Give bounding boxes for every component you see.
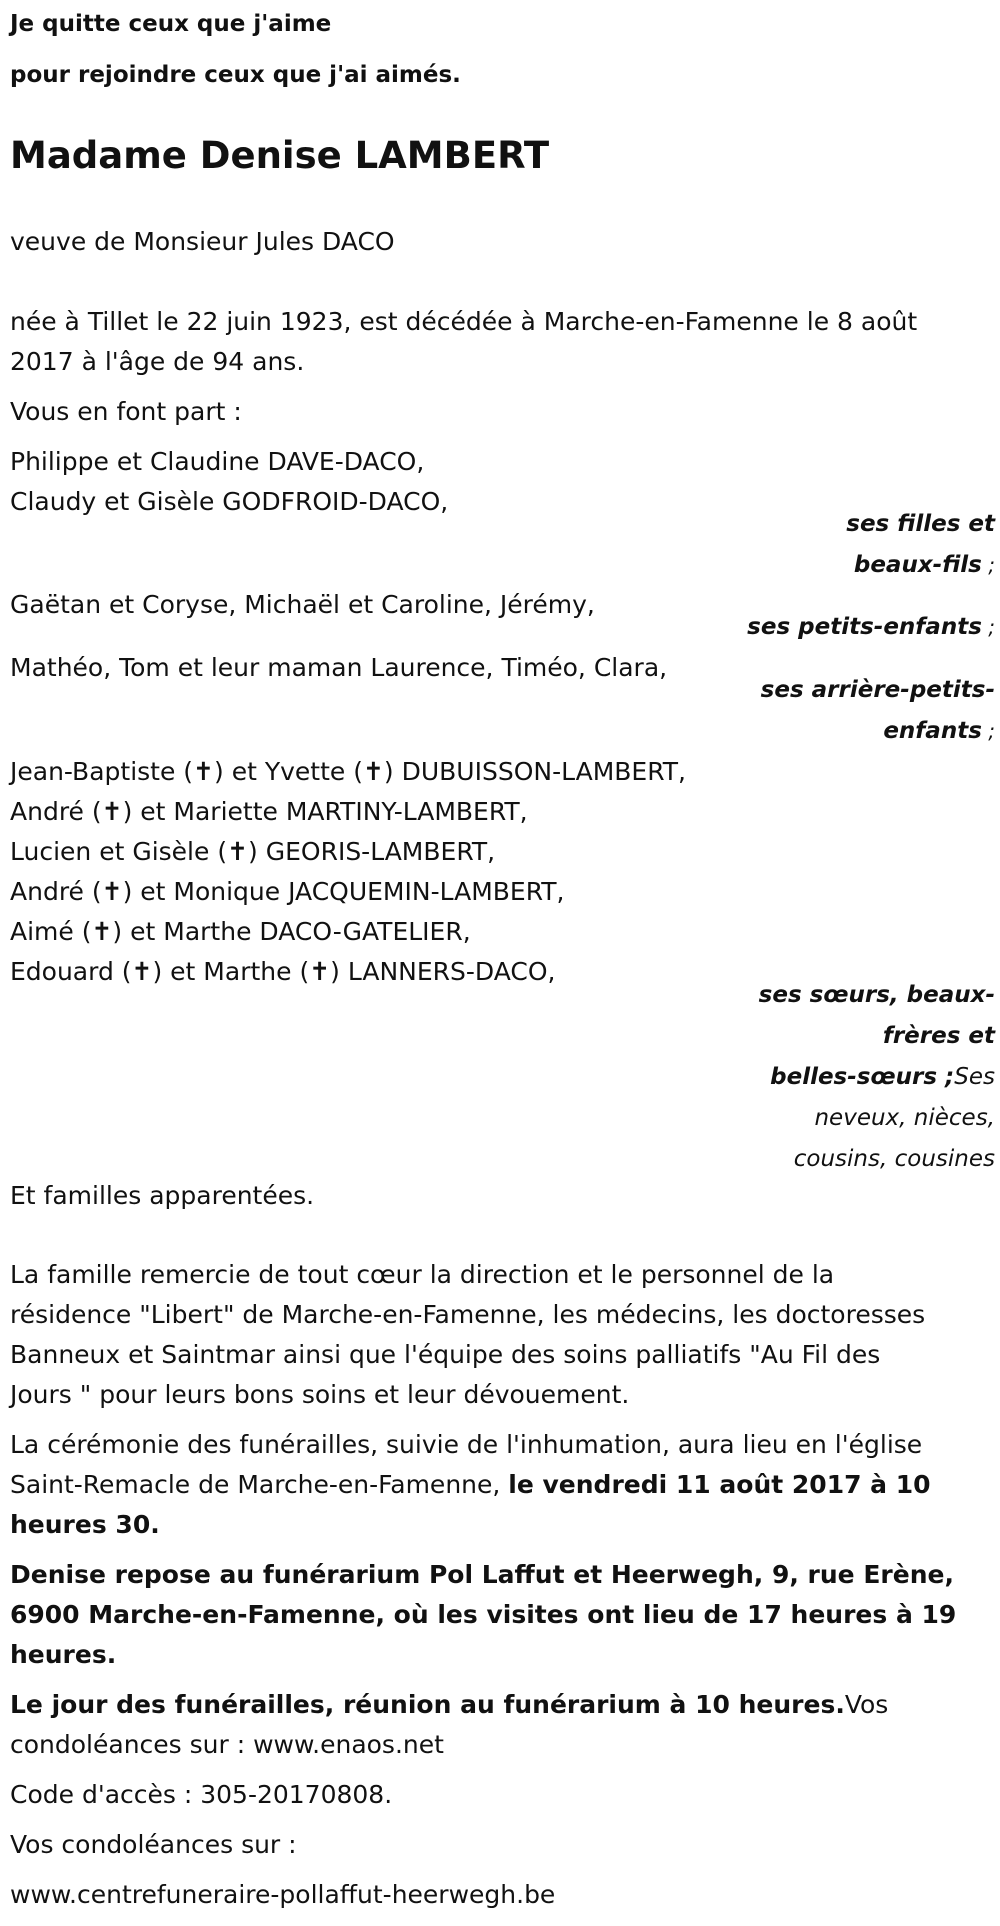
daughters-relation: [0, 504, 995, 586]
siblings-rel-3-tail: Ses: [954, 1064, 995, 1090]
siblings-line: André (✝) et Monique JACQUEMIN-LAMBERT,: [10, 877, 565, 906]
thanks-line: La famille remercie de tout cœur la direction et le personnel de la: [10, 1260, 835, 1289]
siblings-rel-2: frères et: [882, 1023, 995, 1049]
siblings-list: [10, 752, 686, 992]
widow-line: veuve de Monsieur Jules DACO: [10, 227, 395, 256]
grandchildren-punct: ;: [981, 615, 995, 639]
families-line: Et familles apparentées.: [10, 1181, 315, 1210]
daughters-line-2: Claudy et Gisèle GODFROID-DACO,: [10, 487, 449, 516]
siblings-rel-4: neveux, nièces,: [814, 1105, 995, 1131]
siblings-line: Jean-Baptiste (✝) et Yvette (✝) DUBUISSON-LAMBERT,: [10, 757, 687, 786]
announce-line: Vous en font part :: [10, 397, 242, 426]
meeting-paragraph: [10, 1685, 888, 1765]
deceased-name: Madame Denise LAMBERT: [10, 134, 550, 177]
grandchildren-rel: ses petits-enfants: [747, 614, 982, 640]
meeting-line-2: condoléances sur : www.enaos.net: [10, 1730, 444, 1759]
daughters-punct: ;: [981, 553, 995, 577]
siblings-rel-5: cousins, cousines: [793, 1146, 995, 1172]
epitaph-line-1: Je quitte ceux que j'aime: [10, 11, 332, 37]
great-grandchildren-rel-2: enfants: [883, 718, 982, 744]
meeting-line-1: [10, 1685, 888, 1725]
ceremony-time: heures 30.: [10, 1510, 160, 1539]
daughters-rel-1: ses filles et: [846, 511, 995, 537]
siblings-line: Edouard (✝) et Marthe (✝) LANNERS-DACO,: [10, 957, 556, 986]
great-grandchildren-relation: [0, 670, 995, 752]
website-link[interactable]: www.centrefuneraire-pollaffut-heerwegh.be: [10, 1880, 556, 1909]
siblings-line: Aimé (✝) et Marthe DACO-GATELIER,: [10, 917, 471, 946]
grandchildren-names: Gaëtan et Coryse, Michaël et Caroline, Jérémy,: [10, 590, 595, 619]
thanks-line: Jours " pour leurs bons soins et leur dévouement.: [10, 1380, 630, 1409]
daughters-line-1: Philippe et Claudine DAVE-DACO,: [10, 447, 425, 476]
epitaph-line-2: pour rejoindre ceux que j'ai aimés.: [10, 62, 461, 88]
access-code: Code d'accès : 305-20170808.: [10, 1780, 393, 1809]
siblings-rel-3: belles-sœurs ;: [770, 1064, 955, 1090]
condolences-label: Vos condoléances sur :: [10, 1830, 297, 1859]
ceremony-line-1: La cérémonie des funérailles, suivie de l'inhumation, aura lieu en l'église: [10, 1430, 923, 1459]
siblings-line: André (✝) et Mariette MARTINY-LAMBERT,: [10, 797, 528, 826]
siblings-line: Lucien et Gisèle (✝) GEORIS-LAMBERT,: [10, 837, 496, 866]
thanks-line: résidence "Libert" de Marche-en-Famenne, les médecins, les doctoresses: [10, 1300, 926, 1329]
siblings-rel-1: ses sœurs, beaux-: [758, 982, 995, 1008]
funerarium-line: 6900 Marche-en-Famenne, où les visites ont lieu de 17 heures à 19: [10, 1600, 957, 1629]
ceremony-paragraph: [10, 1425, 931, 1545]
funerarium-line: heures.: [10, 1640, 117, 1669]
meeting-bold: Le jour des funérailles, réunion au funérarium à 10 heures.: [10, 1690, 845, 1719]
great-grandchildren-rel-1: ses arrière-petits-: [760, 677, 995, 703]
funerarium-paragraph: [10, 1555, 956, 1675]
birth-death-line-1: née à Tillet le 22 juin 1923, est décédée à Marche-en-Famenne le 8 août: [10, 307, 918, 336]
daughters-rel-2: beaux-fils: [853, 552, 982, 578]
birth-death-line-2: 2017 à l'âge de 94 ans.: [10, 347, 305, 376]
meeting-tail: Vos: [844, 1690, 889, 1719]
funerarium-line: Denise repose au funérarium Pol Laffut et Heerwegh, 9, rue Erène,: [10, 1560, 954, 1589]
thanks-line: Banneux et Saintmar ainsi que l'équipe des soins palliatifs "Au Fil des: [10, 1340, 881, 1369]
grandchildren-relation: [0, 607, 995, 648]
great-grandchildren-punct: ;: [981, 719, 995, 743]
ceremony-line-2: [10, 1465, 931, 1505]
thanks-paragraph: [10, 1255, 925, 1415]
great-grandchildren-names: Mathéo, Tom et leur maman Laurence, Timéo, Clara,: [10, 653, 668, 682]
ceremony-date: le vendredi 11 août 2017 à 10: [508, 1470, 931, 1499]
siblings-relation: [0, 975, 995, 1180]
ceremony-line-2-text: Saint-Remacle de Marche-en-Famenne,: [10, 1470, 509, 1499]
